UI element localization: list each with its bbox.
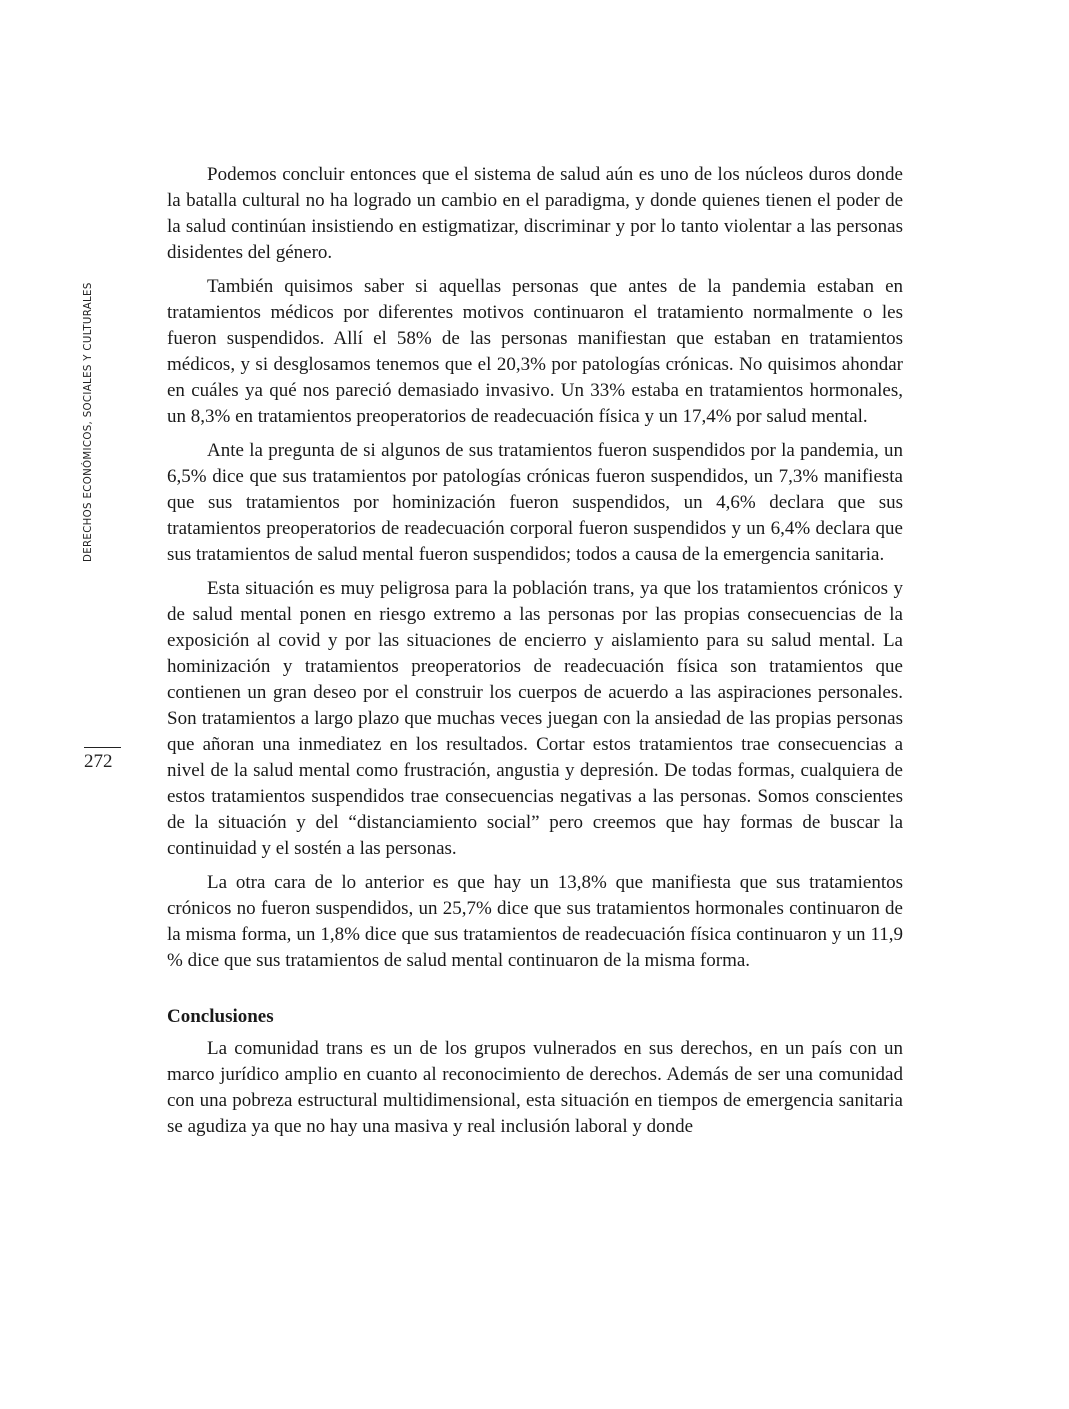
page-number: 272: [84, 751, 113, 772]
page-number-rule: [84, 747, 121, 748]
section-heading-conclusions: Conclusiones: [167, 1006, 274, 1027]
paragraph-risk-situation: Esta situación es muy peligrosa para la población trans, ya que los tratamientos crónicos y de salud mental ponen en riesgo extremo a las personas por las propias consecuencias de la exposición al covid y por las situaciones de encierro y aislamiento para su salud mental. La hominización y tratamientos preoperatorios de readecuación física son tratamientos que contienen un gran deseo por el construir los cuerpos de acuerdo a las aspiraciones personales. Son tratamientos a largo plazo que muchas veces juegan con la ansiedad de las propias personas que añoran una inmediatez en los resultados. Cortar estos tratamientos trae consecuencias a nivel de la salud mental como frustración, angustia y depresión. De todas formas, cualquiera de estos tratamientos suspendidos trae consecuencias negativas a las personas. Somos conscientes de la situación y del “distanciamiento social” pero creemos que hay formas de buscar la continuidad y el sostén a las personas.: [167, 578, 903, 859]
body-text: [167, 162, 903, 1148]
paragraph-suspended-treatments: Ante la pregunta de si algunos de sus tratamientos fueron suspendidos por la pandemia, un 6,5% dice que sus tratamientos por patologías crónicas fueron suspendidos, un 7,3% manifiesta que sus tratamientos por hominización fueron suspendidos, un 4,6% declara que sus tratamientos preoperatorios de readecuación corporal fueron suspendidos y un 6,4% declara que sus tratamientos de salud mental fueron suspendidos; todos a causa de la emergencia sanitaria.: [167, 440, 903, 565]
running-head: DERECHOS ECONÓMICOS, SOCIALES Y CULTURALES: [83, 282, 94, 562]
paragraph-medical-treatments: También quisimos saber si aquellas personas que antes de la pandemia estaban en tratamientos médicos por diferentes motivos continuaron el tratamiento normalmente o les fueron suspendidos. Allí el 58% de las personas manifiestan que estaban en tratamientos médicos, y si desglosamos tenemos que el 20,3% por patologías crónicas. No quisimos ahondar en cuáles ya qué nos pareció demasiado invasivo. Un 33% estaba en tratamientos hormonales, un 8,3% en tratamientos preoperatorios de readecuación física y un 17,4% por salud mental.: [167, 276, 903, 427]
paragraph-conclusions: La comunidad trans es un de los grupos vulnerados en sus derechos, en un país con un marco jurídico amplio en cuanto al reconocimiento de derechos. Además de ser una comunidad con una pobreza estructural multidimensional, esta situación en tiempos de emergencia sanitaria se agudiza ya que no hay una masiva y real inclusión laboral y donde: [167, 1038, 903, 1137]
paragraph-health-system: Podemos concluir entonces que el sistema de salud aún es uno de los núcleos duros donde la batalla cultural no ha logrado un cambio en el paradigma, y donde quienes tienen el poder de la salud continúan insistiendo en estigmatizar, discriminar y por lo tanto violentar a las personas disidentes del género.: [167, 164, 903, 263]
paragraph-continued-treatments: La otra cara de lo anterior es que hay un 13,8% que manifiesta que sus tratamientos crónicos no fueron suspendidos, un 25,7% dice que sus tratamientos hormonales continuaron de la misma forma, un 1,8% dice que sus tratamientos de readecuación física continuaron y un 11,9 % dice que sus tratamientos de salud mental continuaron de la misma forma.: [167, 872, 903, 971]
